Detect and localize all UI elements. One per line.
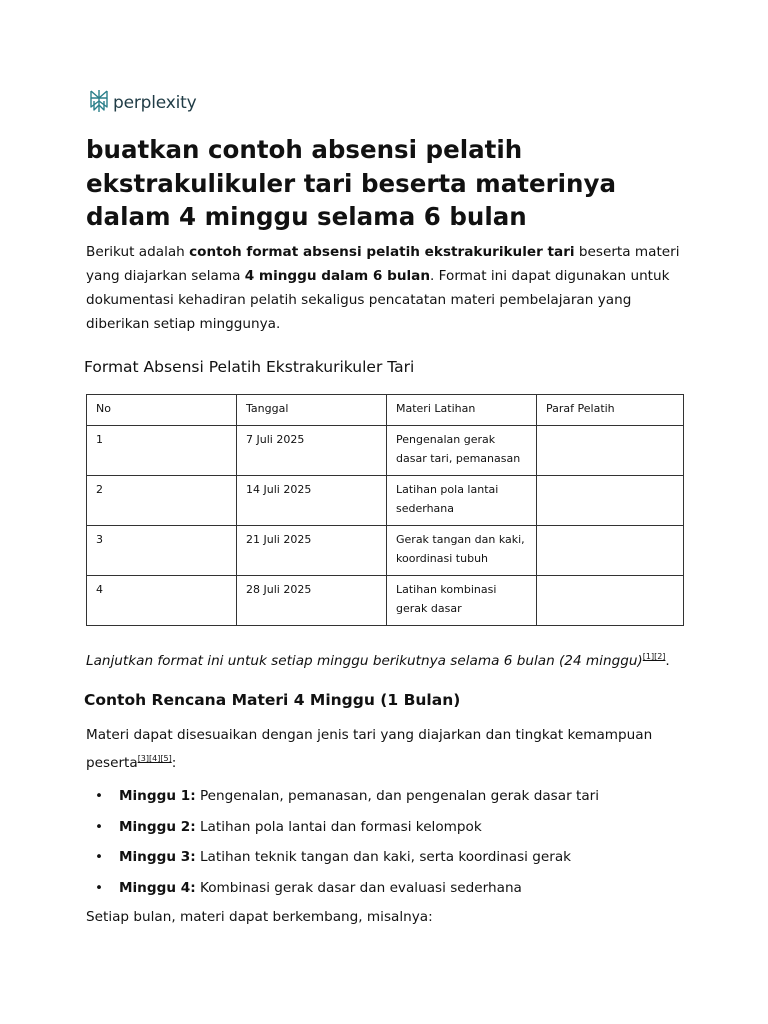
table-cell-paraf [537, 426, 684, 476]
table-cell-materi: Pengenalan gerak dasar tari, pemanasan [387, 426, 537, 476]
materi-intro-paragraph [86, 723, 686, 775]
table-cell-materi: Latihan pola lantai sederhana [387, 476, 537, 526]
list-item [86, 815, 686, 839]
note-end: . [665, 653, 670, 669]
intro-bold-2: 4 minggu dalam 6 bulan [244, 268, 431, 284]
column-header-no: No [87, 395, 237, 426]
table-cell-paraf [537, 526, 684, 576]
bullet: • [95, 818, 104, 835]
week-label: Minggu 4: [119, 879, 196, 896]
materi-intro-text: Materi dapat disesuaikan dengan jenis tari yang diajarkan dan tingkat kemampuan peserta [86, 727, 653, 771]
perplexity-logo [89, 89, 196, 117]
table-cell-no: 4 [87, 576, 237, 626]
table-cell-materi: Gerak tangan dan kaki, koordinasi tubuh [387, 526, 537, 576]
week-text: Latihan teknik tangan dan kaki, serta koordinasi gerak [195, 849, 572, 865]
week-label: Minggu 3: [119, 849, 196, 865]
table-cell-materi: Latihan kombinasi gerak dasar [387, 576, 537, 626]
bullet: • [95, 879, 104, 896]
column-header-tanggal: Tanggal [237, 395, 387, 426]
continuation-note [86, 645, 696, 673]
section-heading-format: Format Absensi Pelatih Ekstrakurikuler Tari [84, 358, 415, 376]
attendance-table [86, 394, 684, 626]
table-row [87, 576, 684, 626]
table-cell-tanggal: 28 Juli 2025 [237, 576, 387, 626]
table-cell-no: 2 [87, 476, 237, 526]
list-item [86, 876, 686, 900]
bullet: • [95, 788, 104, 804]
week-label: Minggu 2: [119, 818, 196, 835]
table-row [87, 476, 684, 526]
week-text: Pengenalan, pemanasan, dan pengenalan gerak dasar tari [195, 788, 600, 804]
perplexity-logo-icon [89, 89, 109, 117]
intro-text-3: . Format ini dapat digunakan untuk dokumentasi kehadiran pelatih sekaligus pencatatan materi pembelajaran yang diberikan setiap minggunya. [86, 268, 670, 332]
perplexity-logo-text: perplexity [113, 93, 197, 113]
table-cell-no: 1 [87, 426, 237, 476]
weekly-plan-list [86, 784, 686, 906]
table-header-row [87, 395, 684, 426]
week-text: Kombinasi gerak dasar dan evaluasi sederhana [195, 879, 522, 896]
section-heading-rencana: Contoh Rencana Materi 4 Minggu (1 Bulan) [84, 691, 461, 709]
materi-intro-end: : [171, 755, 177, 771]
table-row [87, 526, 684, 576]
citation-link[interactable]: [1][2] [642, 652, 666, 661]
bullet: • [95, 849, 104, 865]
week-label: Minggu 1: [119, 788, 196, 804]
intro-paragraph [86, 240, 696, 336]
closing-paragraph: Setiap bulan, materi dapat berkembang, misalnya: [86, 909, 433, 925]
column-header-materi: Materi Latihan [387, 395, 537, 426]
page-title: buatkan contoh absensi pelatih ekstrakulikuler tari beserta materinya dalam 4 minggu selama 6 bulan [86, 135, 616, 231]
table-cell-no: 3 [87, 526, 237, 576]
intro-bold-1: contoh format absensi pelatih ekstrakurikuler tari [189, 244, 575, 260]
table-row [87, 426, 684, 476]
intro-text-1: Berikut adalah [86, 244, 190, 260]
table-cell-paraf [537, 576, 684, 626]
list-item [86, 784, 686, 808]
citation-link[interactable]: [3][4][5] [137, 754, 172, 763]
table-cell-tanggal: 21 Juli 2025 [237, 526, 387, 576]
intro-text-2: beserta materi yang diajarkan selama [86, 244, 680, 284]
note-text: Lanjutkan format ini untuk setiap minggu berikutnya selama 6 bulan (24 minggu) [86, 653, 643, 669]
table-cell-tanggal: 7 Juli 2025 [237, 426, 387, 476]
list-item [86, 845, 686, 869]
column-header-paraf: Paraf Pelatih [537, 395, 684, 426]
week-text: Latihan pola lantai dan formasi kelompok [195, 818, 482, 835]
table-cell-tanggal: 14 Juli 2025 [237, 476, 387, 526]
table-cell-paraf [537, 476, 684, 526]
